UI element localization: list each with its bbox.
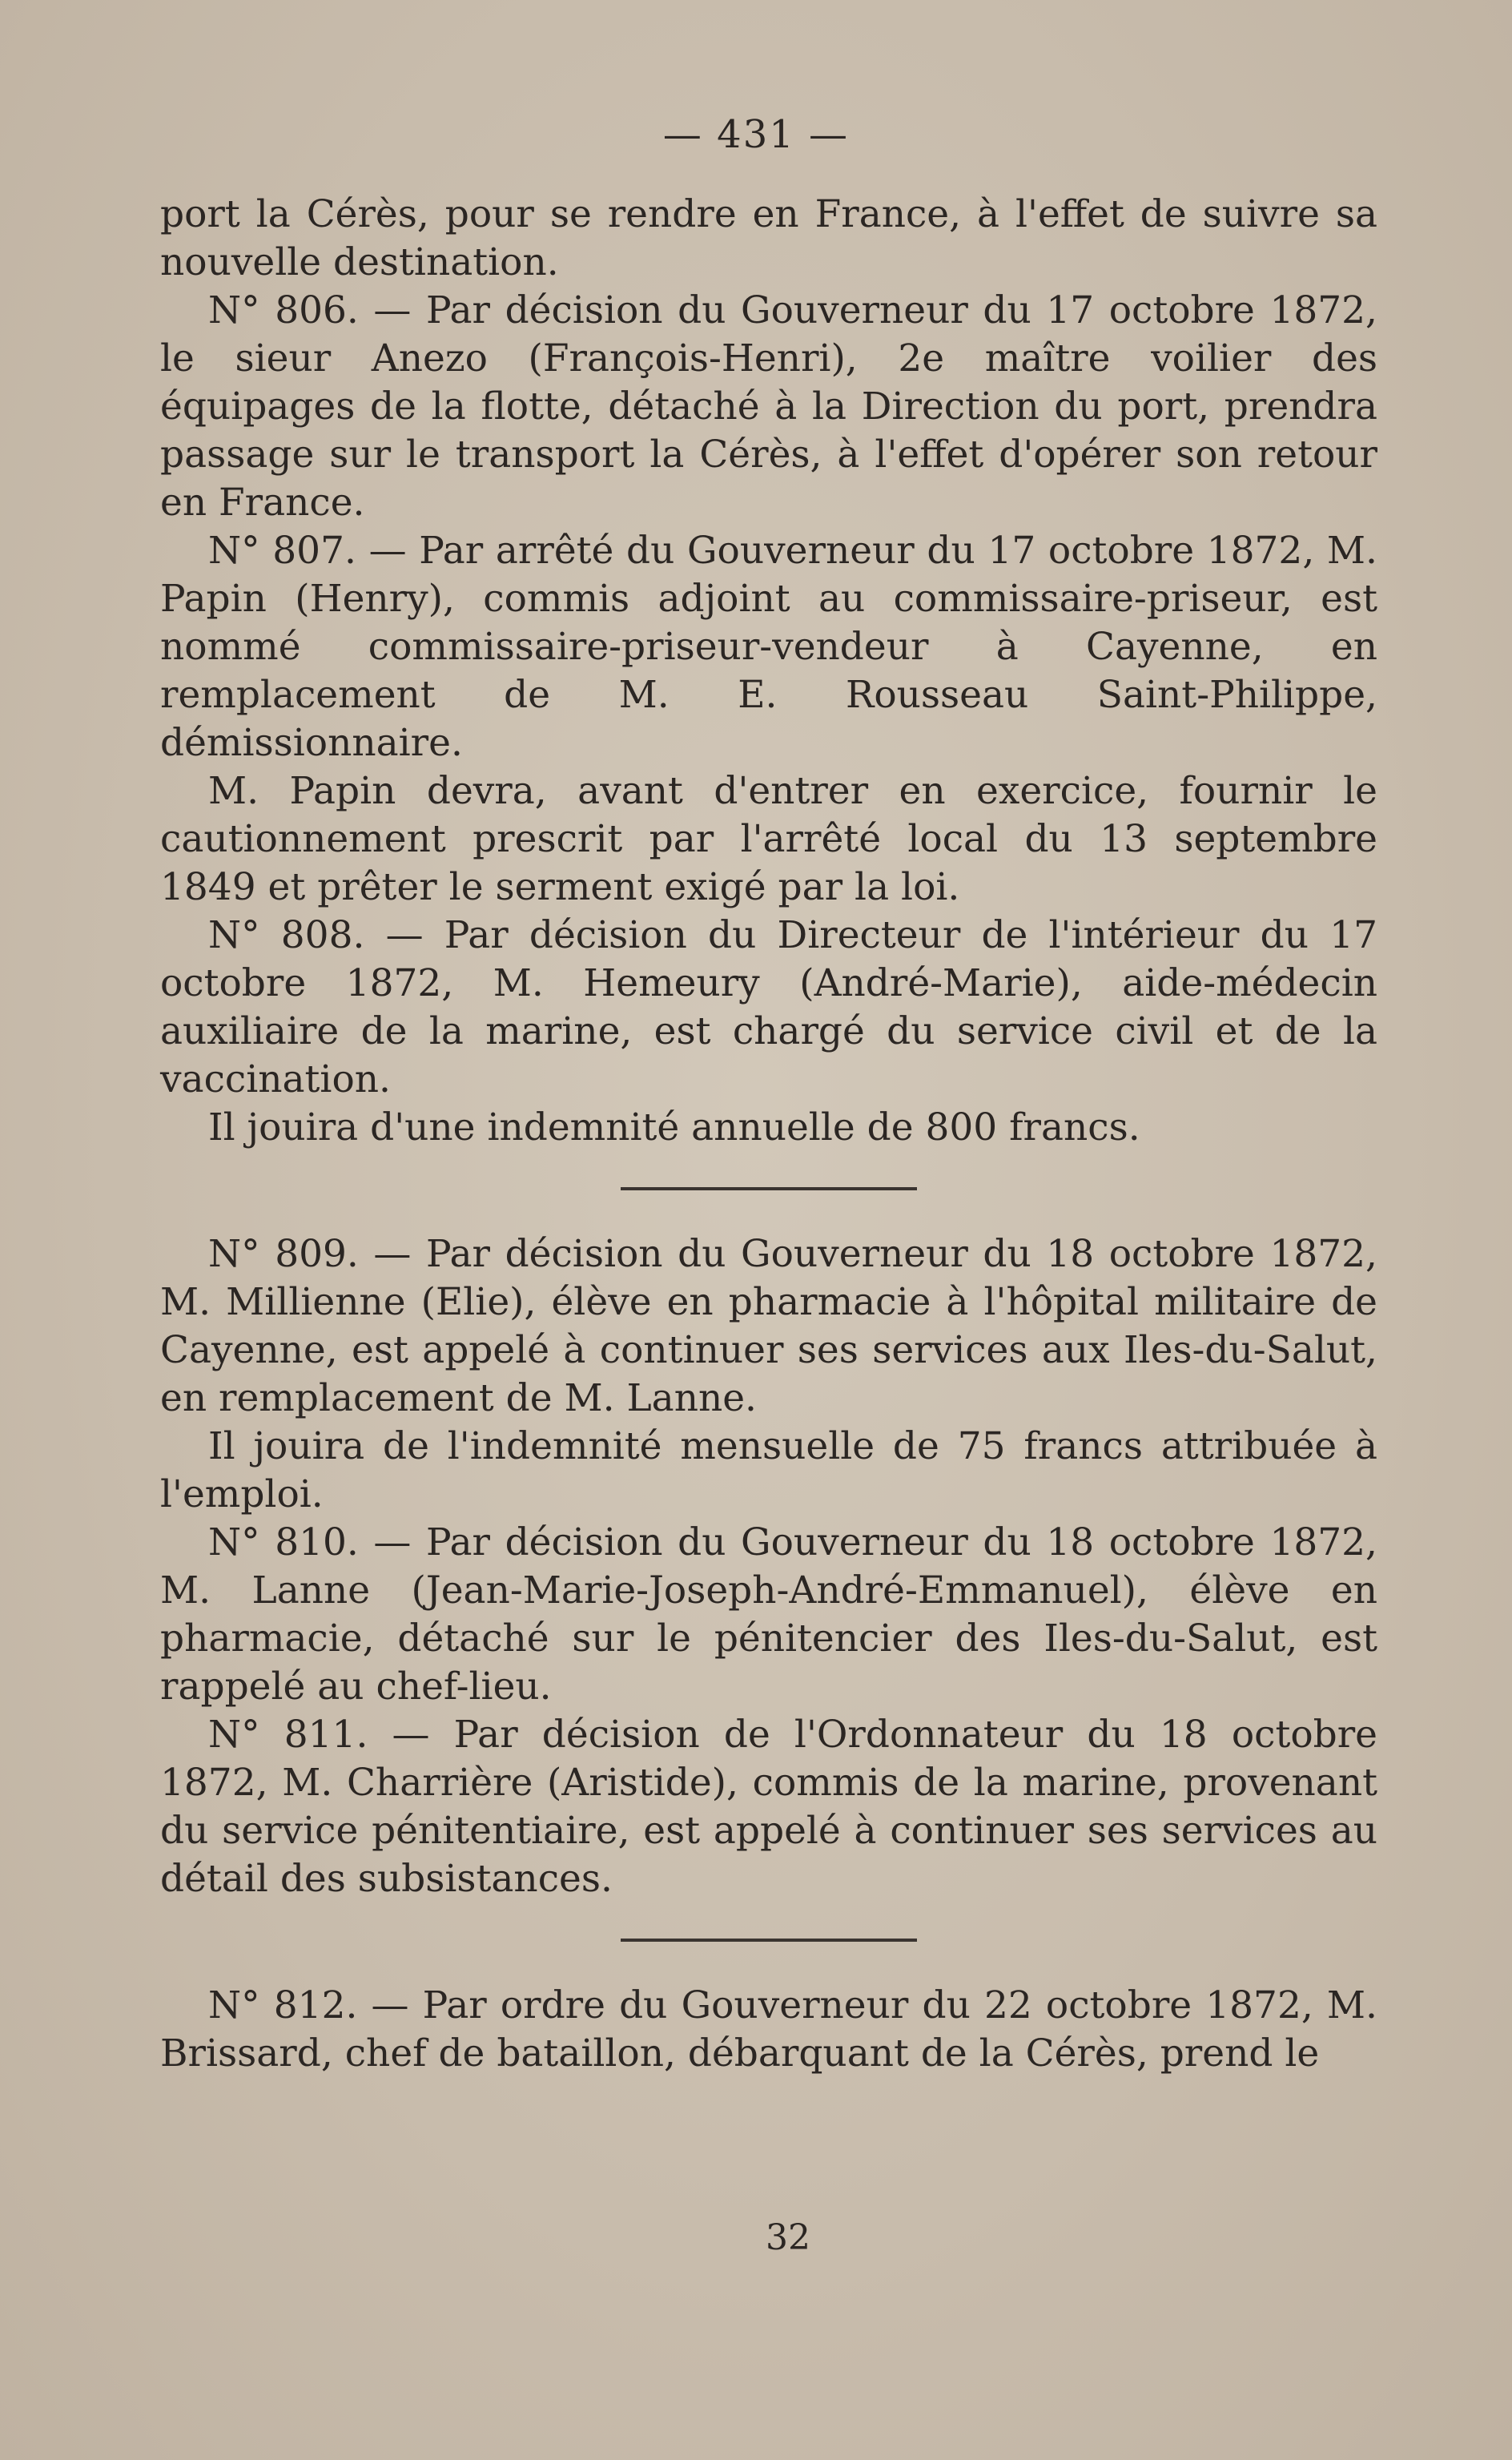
entry-807-detail: M. Papin devra, avant d'entrer en exercice, fournir le cautionnement prescrit par l'arrêté local du 13 septembre 1849 et prêter le serment exigé par la loi. (160, 769, 1377, 909)
signature-mark: 32 (766, 2217, 810, 2258)
entry-806: N° 806. — Par décision du Gouverneur du 17 octobre 1872, le sieur Anezo (François-Henri), 2e maître voilier des équipages de la flotte, détaché à la Direction du port, prendra passage sur le transport la Cérès, à l'effet d'opérer son retour en France. (160, 288, 1377, 525)
entry-808-detail: Il jouira d'une indemnité annuelle de 800 francs. (208, 1105, 1140, 1149)
entry-811: N° 811. — Par décision de l'Ordonnateur du 18 octobre 1872, M. Charrière (Aristide), commis de la marine, provenant du service pénitentiaire, est appelé à continuer ses services au détail des subsistances. (160, 1713, 1377, 1901)
entry-809: N° 809. — Par décision du Gouverneur du 18 octobre 1872, M. Millienne (Elie), élève en pharmacie à l'hôpital militaire de Cayenne, est appelé à continuer ses services aux Iles-du-Salut, en remplacement de M. Lanne. (160, 1232, 1377, 1420)
paragraph-continuation: port la Cérès, pour se rendre en France, à l'effet de suivre sa nouvelle destination. (160, 192, 1377, 284)
page-body (160, 191, 1377, 2078)
page-number: — 431 — (662, 112, 850, 157)
entry-807: N° 807. — Par arrêté du Gouverneur du 17 octobre 1872, M. Papin (Henry), commis adjoint au commissaire-priseur, est nommé commissaire-priseur-vendeur à Cayenne, en remplacement de M. E. Rousseau Saint-Philippe, démissionnaire. (160, 529, 1377, 765)
entry-812: N° 812. — Par ordre du Gouverneur du 22 octobre 1872, M. Brissard, chef de bataillon, débarquant de la Cérès, prend le (160, 1983, 1377, 2075)
entry-810: N° 810. — Par décision du Gouverneur du 18 octobre 1872, M. Lanne (Jean-Marie-Joseph-André-Emmanuel), élève en pharmacie, détaché sur le pénitencier des Iles-du-Salut, est rappelé au chef-lieu. (160, 1520, 1377, 1709)
section-divider (621, 1939, 917, 1942)
section-divider (621, 1187, 917, 1190)
entry-809-detail: Il jouira de l'indemnité mensuelle de 75 francs attribuée à l'emploi. (160, 1424, 1377, 1516)
entry-808: N° 808. — Par décision du Directeur de l'intérieur du 17 octobre 1872, M. Hemeury (André-Marie), aide-médecin auxiliaire de la marine, est chargé du service civil et de la vaccination. (160, 913, 1377, 1101)
